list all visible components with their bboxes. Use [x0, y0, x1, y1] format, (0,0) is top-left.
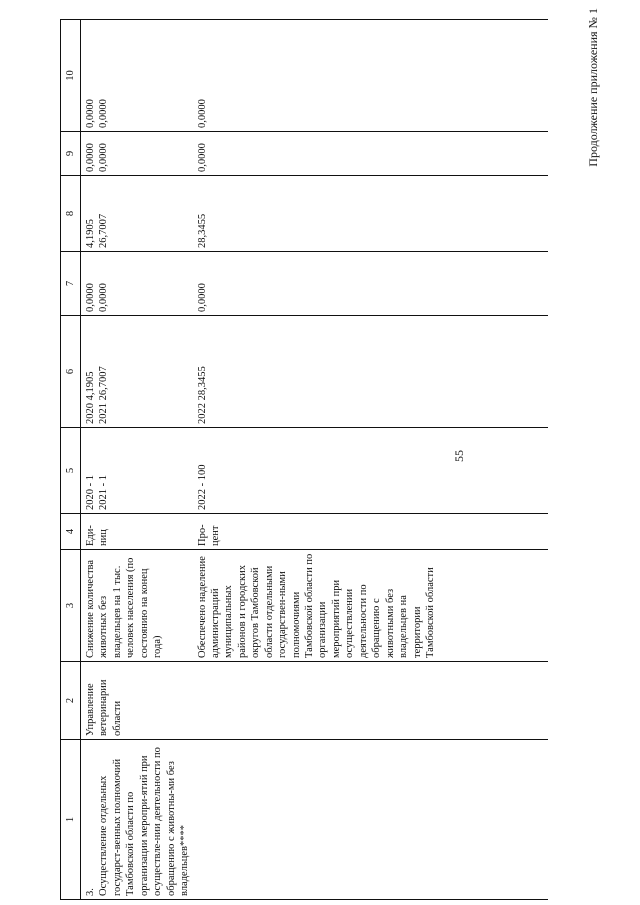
executor-name: Управление ветеринарии области: [85, 679, 123, 736]
amount-value: 0,0000: [98, 99, 110, 128]
amount-value: 0,0000: [85, 143, 96, 172]
unit-cell: [194, 514, 543, 550]
year-amount-cell: [194, 316, 543, 428]
year-amount-line: [196, 319, 209, 424]
executor-cell: [81, 662, 194, 740]
header-cell: 7: [61, 252, 81, 316]
amount-cell-col10: [81, 20, 194, 132]
amount-value: 28,3455: [196, 213, 208, 248]
year-amount-line: [84, 319, 97, 424]
bottom-cell: [543, 132, 548, 176]
bottom-cell: [543, 428, 548, 514]
item-cell: [81, 740, 194, 900]
header-cell: 8: [61, 176, 81, 252]
program-table: [60, 19, 548, 900]
amount-value: 0,0000: [85, 283, 96, 312]
amount-value: 4,1905: [85, 371, 96, 401]
amount-cell-col8: [194, 176, 543, 252]
amount-value: 28,3455: [196, 366, 208, 401]
bottom-cell: [543, 662, 548, 740]
header-cell: 4: [61, 514, 81, 550]
bottom-cell: [543, 316, 548, 428]
amount-value: 0,0000: [98, 143, 110, 172]
header-cell: 5: [61, 428, 81, 514]
indicator-name: Снижение количества животных без владельцев на 1 тыс. человек населения (по состоянию на конец года): [85, 557, 164, 658]
header-cell: 10: [61, 20, 81, 132]
unit-cell: [81, 514, 194, 550]
amount-value: 26,7007: [98, 213, 110, 248]
target-value: 2021 - 1: [98, 475, 110, 510]
bottom-cell: [543, 20, 548, 132]
header-cell: 3: [61, 550, 81, 662]
year-value: 2021: [98, 403, 110, 424]
amount-cell-col10: [194, 20, 543, 132]
unit-label: Про-цент: [196, 524, 221, 546]
indicator-name-cell: [194, 550, 543, 662]
year-amount-line: [97, 319, 110, 424]
bottom-cell: [543, 252, 548, 316]
item-cell-empty: [194, 740, 543, 900]
amount-value: 0,0000: [98, 283, 110, 312]
item-name: Осуществление отдельных государст-венных полномочий Тамбовской области по организации меропри-ятий при осуществле-нии деятельности по обращению с животны-ми без владельцев****: [98, 747, 191, 896]
executor-cell-empty: [194, 662, 543, 740]
amount-cell-col9: [194, 132, 543, 176]
target-cell: [194, 428, 543, 514]
amount-value: 4,1905: [85, 219, 96, 248]
header-number-row: [61, 20, 81, 900]
amount-cell-col7: [194, 252, 543, 316]
indicator-name-cell: [81, 550, 194, 662]
bottom-cell: [543, 514, 548, 550]
indicator-row-1: [81, 20, 194, 900]
year-value: 2020: [85, 403, 96, 424]
indicator-row-2: [194, 20, 543, 900]
item-number: 3.: [85, 888, 96, 896]
bottom-cell: [543, 550, 548, 662]
unit-label: Еди-ниц: [85, 525, 110, 546]
header-cell: 1: [61, 740, 81, 900]
indicator-name: Обеспечено наделение администраций муниципальных районов и городских округов Тамбовской области отдельными государствен-ными полномочиями Тамбовской области по организации мероприятий при осуществлении деятельности по обращению с животными без владельцев на территории Тамбовской области: [196, 553, 436, 658]
year-value: 2022: [196, 403, 208, 424]
amount-value: 0,0000: [196, 143, 208, 172]
amount-cell-col8: [81, 176, 194, 252]
amount-cell-col9: [81, 132, 194, 176]
continuation-label: Продолжение приложения № 1: [586, 8, 600, 167]
header-cell: 6: [61, 316, 81, 428]
bottom-cell: [543, 740, 548, 900]
year-amount-cell: [81, 316, 194, 428]
page-number: 55: [452, 450, 466, 462]
header-cell: 2: [61, 662, 81, 740]
target-value: 2020 - 1: [85, 475, 96, 510]
table-bottom-row: [543, 20, 548, 900]
target-value: 2022 - 100: [196, 464, 208, 510]
amount-value: 26,7007: [98, 366, 110, 401]
bottom-cell: [543, 176, 548, 252]
amount-value: 0,0000: [196, 283, 208, 312]
amount-cell-col7: [81, 252, 194, 316]
amount-value: 0,0000: [85, 99, 96, 128]
target-cell: [81, 428, 194, 514]
amount-value: 0,0000: [196, 99, 208, 128]
header-cell: 9: [61, 132, 81, 176]
